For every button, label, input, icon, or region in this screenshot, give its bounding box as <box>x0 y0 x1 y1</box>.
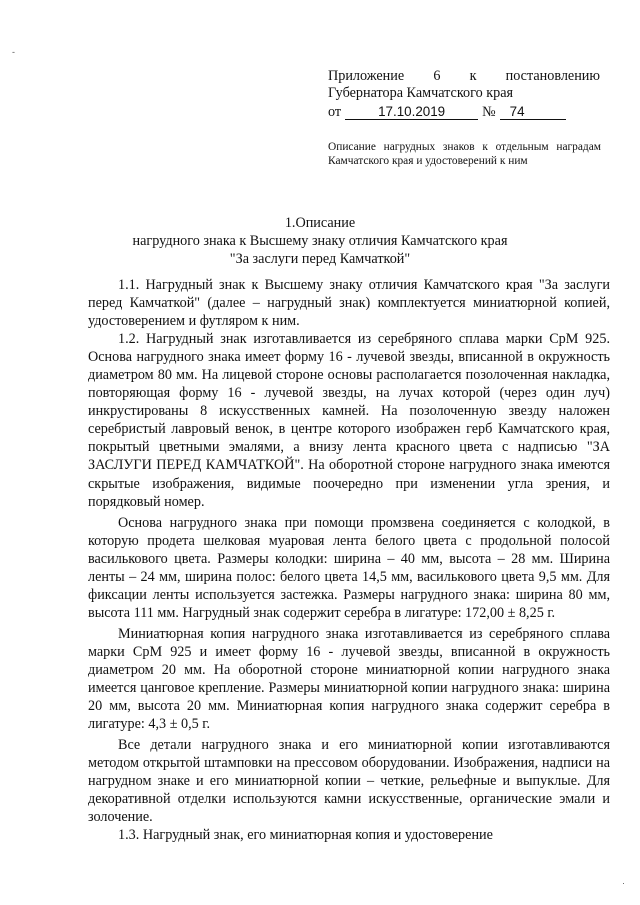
number-sign: № <box>482 104 496 120</box>
appendix-word: к <box>469 68 477 84</box>
appendix-word: 6 <box>433 68 441 84</box>
paragraph-ribbon-block: Основа нагрудного знака при помощи промзвена соединяется с колодкой, в которую продета шелковая муаровая лента белого цвета с продольной полосой василькового цвета. Размеры колодки: ширина – 40 мм, высота – 28 мм. Ширина ленты – 24 мм, ширина полос: белого цвета 14,5 мм, василькового цвета 9,5 мм. Для фиксации ленты используется застежка. Размеры нагрудного знака: ширина 80 мм, высота 111 мм. Нагрудный знак содержит серебра в лигатуре: 172,00 ± 8,25 г. <box>88 514 610 621</box>
section-heading <box>0 214 640 269</box>
appendix-governor-line: Губернатора Камчатского края <box>328 85 514 101</box>
appendix-date-row <box>328 104 600 121</box>
appendix-caption: Описание нагрудных знаков к отдельным наградам Камчатского края и удостоверений к ним <box>328 141 601 168</box>
margin-mark-top: - <box>12 47 15 57</box>
heading-line-2: нагрудного знака к Высшему знаку отличия Камчатского края <box>132 233 508 250</box>
decree-date: 17.10.2019 <box>345 104 478 120</box>
appendix-block <box>328 68 600 121</box>
heading-line-3: "За заслуги перед Камчаткой" <box>229 251 411 268</box>
paragraph-1-1: 1.1. Нагрудный знак к Высшему знаку отличия Камчатского края "За заслуги перед Камчаткой" (далее – нагрудный знак) комплектуется миниатюрной копией, удостоверением и футляром к ним. <box>88 277 610 330</box>
paragraph-miniature-copy: Миниатюрная копия нагрудного знака изготавливается из серебряного сплава марки СрМ 925 и имеет форму 16 - лучевой звезды, вписанной в окружность диаметром 20 мм. На оборотной стороне миниатюрной копии нагрудного знака имеется цанговое крепление. Размеры миниатюрной копии нагрудного знака: ширина 20 мм, высота 20 мм. Миниатюрная копия нагрудного знака содержит серебра в лигатуре: 4,3 ± 0,5 г. <box>88 625 610 733</box>
paragraph-manufacturing: Все детали нагрудного знака и его миниатюрной копии изготавливаются методом открытой штамповки на прессовом оборудовании. Изображения, надписи на нагрудном знаке и его миниатюрной копии – четкие, рельефные и выпуклые. Для декоративной отделки используются камни искусственные, органические эмали и золочение. <box>88 737 610 826</box>
decree-number: 74 <box>500 104 566 120</box>
appendix-word: постановлению <box>505 68 600 84</box>
margin-mark-bottom: · <box>622 878 625 888</box>
date-prefix: от <box>328 104 342 120</box>
paragraph-1-3: 1.3. Нагрудный знак, его миниатюрная копия и удостоверение <box>118 827 493 844</box>
appendix-word: Приложение <box>328 68 405 84</box>
paragraph-1-2: 1.2. Нагрудный знак изготавливается из серебряного сплава марки СрМ 925. Основа нагрудного знака имеет форму 16 - лучевой звезды, вписанной в окружность диаметром 80 мм. На лицевой стороне основы располагается позолоченная накладка, повторяющая форму 16 - лучевой звезды, на лучах которой (через один луч) инкрустированы 8 искусственных камней. На позолоченную звезду наложен серебристый лавровый венок, в центре которого изображен герб Камчатского края, покрытый цветными эмалями, а внизу лента красного цвета с надписью "ЗА ЗАСЛУГИ ПЕРЕД КАМЧАТКОЙ". На оборотной стороне нагрудного знака имеются скрытые изображения, видимые поочередно при изменении угла зрения, и порядковый номер. <box>88 331 610 510</box>
appendix-title-line <box>328 68 600 85</box>
heading-line-1: 1.Описание <box>284 215 356 231</box>
document-body <box>88 276 610 844</box>
